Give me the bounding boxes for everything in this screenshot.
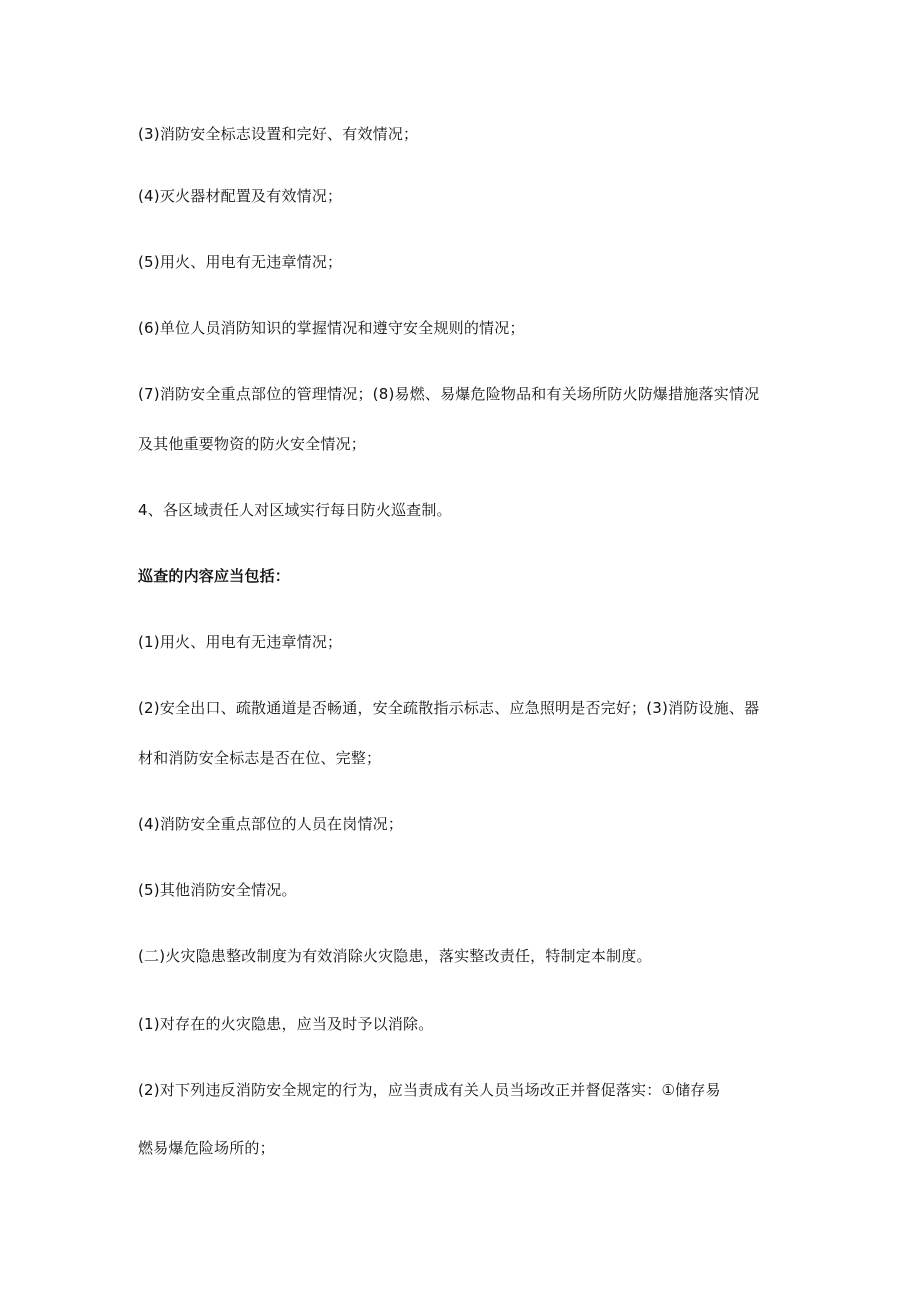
text-heading-patrol-contents: 巡查的内容应当包括： xyxy=(138,567,291,585)
text-line-patrol-5: (5)其他消防安全情况。 xyxy=(138,881,297,899)
text-line-rectification-1: (1)对存在的火灾隐患，应当及时予以消除。 xyxy=(138,1015,434,1033)
text-line-rectification-system: (二)火灾隐患整改制度为有效消除火灾隐患，落实整改责任，特制定本制度。 xyxy=(138,947,652,965)
text-line-continuation-signs: 材和消防安全标志是否在位、完整； xyxy=(138,749,382,767)
text-line-section-4-daily-patrol: 4、各区域责任人对区域实行每日防火巡查制。 xyxy=(138,501,452,519)
text-line-6-staff-knowledge: (6)单位人员消防知识的掌握情况和遵守安全规则的情况； xyxy=(138,319,525,337)
text-line-continuation-materials: 及其他重要物资的防火安全情况； xyxy=(138,435,367,453)
text-line-rectification-2: (2)对下列违反消防安全规定的行为，应当责成有关人员当场改正并督促落实：①储存易 xyxy=(138,1081,721,1099)
text-line-3-safety-signs: (3)消防安全标志设置和完好、有效情况； xyxy=(138,125,419,143)
text-line-patrol-4: (4)消防安全重点部位的人员在岗情况； xyxy=(138,815,404,833)
text-line-patrol-1: (1)用火、用电有无违章情况； xyxy=(138,633,343,651)
text-line-patrol-2-3: (2)安全出口、疏散通道是否畅通，安全疏散指示标志、应急照明是否完好；(3)消防设施、器 xyxy=(138,699,760,717)
text-line-7-8-key-areas: (7)消防安全重点部位的管理情况；(8)易燃、易爆危险物品和有关场所防火防爆措施落实情况 xyxy=(138,385,760,403)
text-line-continuation-hazard-sites: 燃易爆危险场所的； xyxy=(138,1139,275,1157)
text-line-5-fire-electric-use: (5)用火、用电有无违章情况； xyxy=(138,253,343,271)
text-line-4-fire-equipment: (4)灭火器材配置及有效情况； xyxy=(138,187,343,205)
